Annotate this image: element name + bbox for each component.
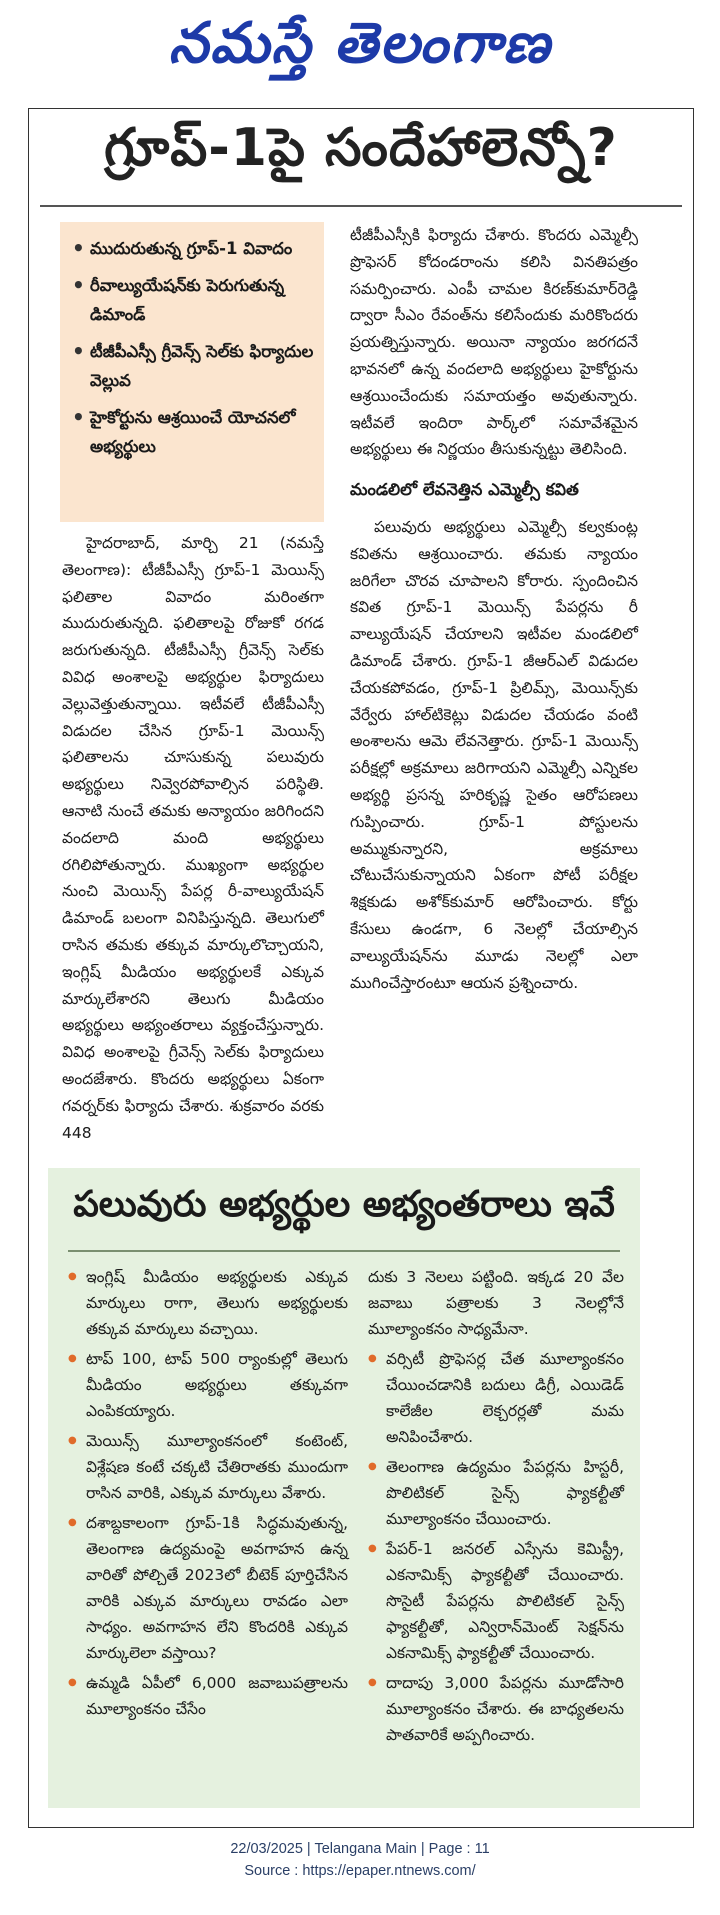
objection-item: ● టాప్‌ 100, టాప్‌ 500 ర్యాంకుల్లో తెలుగు మీడియం అభ్యర్థులు తక్కువగా ఎంపికయ్యారు. (68, 1346, 348, 1424)
sidebar-title: పలువురు అభ్యర్థుల అభ్యంతరాలు ఇవే (73, 1184, 615, 1225)
article-paragraph: హైదరాబాద్‌, మార్చి 21 (నమస్తే తెలంగాణ): టీజీపీఎస్సీ గ్రూప్‌-1 మెయిన్స్‌ ఫలితాల వివాదం మరింతగా ముదురుతున్నది. ఫలితాలపై రోజుకో రగడ జరుగుతున్నది. టీజీపీఎస్సీ గ్రీవెన్స్‌ సెల్‌కు వివిధ అంశాలపై అభ్యర్థుల ఫిర్యాదులు వెల్లువెత్తుతున్నాయి. ఇటీవలే టీజీపీఎస్సీ విడుదల చేసిన గ్రూప్‌-1 మెయిన్స్‌ ఫలితాలను చూసుకున్న పలువురు అభ్యర్థులు నివ్వెరపోవాల్సిన పరిస్థితి. ఆనాటి నుంచే తమకు అన్యాయం జరిగిందని వందలాది మంది అభ్యర్థులు రగిలిపోతున్నారు. ముఖ్యంగా అభ్యర్థుల నుంచి మెయిన్స్‌ పేపర్ల రీ-వాల్యుయేషన్‌ డిమాండ్‌ బలంగా వినిపిస్తున్నది. తెలుగులో రాసిన తమకు తక్కువ మార్కులొచ్చాయని, ఇంగ్లిష్‌ మీడియం అభ్యర్థులకే ఎక్కువ మార్కులేశారని తెలుగు మీడియం అభ్యర్థులు అభ్యంతరాలు వ్యక్తంచేస్తున్నారు. వివిధ అంశాలపై గ్రీవెన్స్‌ సెల్‌కు ఫిర్యాదులు అందజేశారు. కొందరు అభ్యర్థులు ఏకంగా గవర్నర్‌కు ఫిర్యాదు చేశారు. శుక్రవారం వరకు 448 (62, 534, 324, 1142)
newspaper-logo: నమస్తే తెలంగాణ (168, 10, 552, 76)
highlights-box (60, 222, 324, 522)
objection-item-continued: దుకు 3 నెలలు పట్టింది. ఇక్కడ 20 వేల జవాబు పత్రాలకు 3 నెలల్లోనే మూల్యాంకనం సాధ్యమేనా. (368, 1268, 624, 1338)
objection-item: ● ఇంగ్లిష్‌ మీడియం అభ్యర్థులకు ఎక్కువ మార్కులు రాగా, తెలుగు అభ్యర్థులకు తక్కువ మార్కులు వచ్చాయి. (68, 1264, 348, 1342)
sidebar-divider (68, 1250, 620, 1252)
article-paragraph: పలువురు అభ్యర్థులు ఎమ్మెల్సీ కల్వకుంట్ల కవితను ఆశ్రయించారు. తమకు న్యాయం జరిగేలా చొరవ చూపాలని కోరారు. స్పందించిన కవిత గ్రూప్‌-1 మెయిన్స్‌ పేపర్లను రీ వాల్యుయేషన్‌ చేయాలని ఇటీవల మండలిలో డిమాండ్‌ చేశారు. గ్రూప్‌-1 జీఆర్‌ఎల్‌ విడుదల చేయకపోవడం, గ్రూప్‌-1 ప్రిలిమ్స్‌, మెయిన్స్‌కు వేర్వేరు హాల్‌టికెట్లు విడుదల చేయడం వంటి అంశాలను ఆమె లేవనెత్తారు. గ్రూప్‌-1 మెయిన్స్‌ పరీక్షల్లో అక్రమాలు జరిగాయని ఎమ్మెల్సీ ఎన్నికల అభ్యర్థి ప్రసన్న హరికృష్ణ సైతం ఆరోపణలు గుప్పించారు. గ్రూప్‌-1 పోస్టులను అమ్ముకున్నారని, అక్రమాలు చోటుచేసుకున్నాయని ఏకంగా పోటీ పరీక్షల శిక్షకుడు అశోక్‌కుమార్‌ ఆరోపించారు. కోర్టు కేసులు ఉండగా, 6 నెలల్లో చేయాల్సిన వాల్యుయేషన్‌ను మూడు నెలల్లో ఎలా ముగించేస్తారంటూ ఆయన ప్రశ్నించారు. (350, 517, 638, 992)
article-headline: గ్రూప్‌-1పై సందేహాలెన్నో? (104, 118, 618, 178)
masthead (0, 0, 720, 100)
highlight-item: • ముదురుతున్న గ్రూప్‌-1 వివాదం (70, 234, 316, 263)
sidebar-left-column (68, 1264, 348, 1726)
objections-sidebar (48, 1168, 640, 1808)
headline-divider (40, 205, 682, 207)
objection-item: ● ఉమ్మడి ఏపీలో 6,000 జవాబుపత్రాలను మూల్యాంకనం చేసేం (68, 1670, 348, 1722)
objection-item: ● వర్సిటీ ప్రొఫెసర్ల చేత మూల్యాంకనం చేయించడానికి బదులు డిగ్రీ, ఎయిడెడ్‌ కాలేజీల లెక్చరర్లతో మమ అనిపించేశారు. (368, 1346, 624, 1450)
highlight-item: • హైకోర్టును ఆశ్రయించే యోచనలో అభ్యర్థులు (70, 403, 316, 461)
objection-item: ● దశాబ్దకాలంగా గ్రూప్‌-1కి సిద్ధమవుతున్న, తెలంగాణ ఉద్యమంపై అవగాహన ఉన్న వారితో పోల్చితే 2023లో బీటెక్‌ పూర్తిచేసిన వారికి ఎక్కువ మార్కులు రావడం ఎలా సాధ్యం. అవగాహన లేని కొందరికి ఎక్కువ మార్కులెలా వస్తాయి? (68, 1510, 348, 1666)
objection-item: ● దాదాపు 3,000 పేపర్లను మూడోసారి మూల్యాంకనం చేశారు. ఈ బాధ్యతలను పాతవారికే అప్పగించారు. (368, 1670, 624, 1748)
objection-item: ● తెలంగాణ ఉద్యమం పేపర్లను హిస్టరీ, పొలిటికల్‌ సైన్స్‌ ఫ్యాకల్టీతో మూల్యాంకనం చేయించారు. (368, 1454, 624, 1532)
footer-date-line: 22/03/2025 | Telangana Main | Page : 11 (230, 1841, 490, 1857)
page-footer (0, 1838, 720, 1882)
highlight-item: • టీజీపీఎస్సీ గ్రీవెన్స్‌ సెల్‌కు ఫిర్యాదుల వెల్లువ (70, 337, 316, 395)
article-paragraph: టీజీపీఎస్సీకి ఫిర్యాదు చేశారు. కొందరు ఎమ్మెల్సీ ప్రొఫెసర్‌ కోదండరాంను కలిసి వినతిపత్రం సమర్పించారు. ఎంపీ చామల కిరణ్‌కుమార్‌రెడ్డి ద్వారా సీఎం రేవంత్‌ను కలిసేందుకు మరికొందరు ప్రయత్నిస్తున్నారు. అయినా న్యాయం జరగదనే భావనలో ఉన్న వందలాది అభ్యర్థులు హైకోర్టును ఆశ్రయించేందుకు సమాయత్తం అవుతున్నారు. ఇటీవలే ఇందిరా పార్క్‌లో సమావేశమైన అభ్యర్థులు ఈ నిర్ణయం తీసుకున్నట్టు తెలిసింది. (350, 226, 638, 459)
footer-source-line: Source : https://epaper.ntnews.com/ (244, 1863, 476, 1879)
article-left-column (62, 530, 324, 1146)
highlight-item: • రీవాల్యుయేషన్‌కు పెరుగుతున్న డిమాండ్‌ (70, 271, 316, 329)
objection-item: ● పేపర్‌-1 జనరల్‌ ఎస్సేను కెమిస్ట్రీ, ఎకనామిక్స్‌ ఫ్యాకల్టీతో చేయించారు. సొసైటీ పేపర్లను పొలిటికల్‌ సైన్స్‌ ఫ్యాకల్టీతో, ఎన్విరాన్‌మెంట్‌ సెక్షన్‌ను ఎకనామిక్స్‌ ఫ్యాకల్టీతో చేయించారు. (368, 1536, 624, 1666)
article-right-column (350, 222, 638, 996)
sidebar-right-column (368, 1264, 624, 1752)
objection-item: ● మెయిన్స్‌ మూల్యాంకనంలో కంటెంట్‌, విశ్లేషణ కంటే చక్కటి చేతిరాతకు ముందుగా రాసిన వారికి, ఎక్కువ మార్కులు వేశారు. (68, 1428, 348, 1506)
article-subheading: మండలిలో లేవనెత్తిన ఎమ్మెల్సీ కవిత (350, 480, 579, 500)
